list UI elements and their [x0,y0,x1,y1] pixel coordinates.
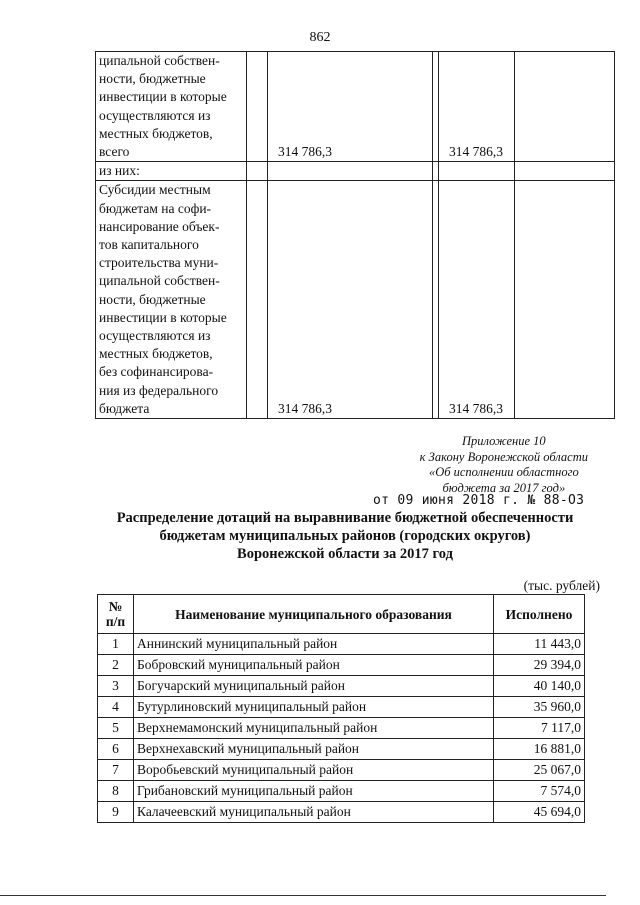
row-executed-value: 25 067,0 [494,760,585,781]
empty-cell [515,181,615,419]
title-line: Воронежской области за 2017 год [237,546,453,562]
row-name-cell [96,162,247,181]
value-cell [268,162,433,181]
header-number: № п/п [98,595,134,634]
table-row [98,802,585,823]
row-name-line: нансирование объек- [99,218,220,234]
table-row [98,781,585,802]
value-cell: 314 786,3 [439,52,515,162]
empty-cell [247,162,268,181]
row-executed-value: 40 140,0 [494,676,585,697]
value-cell: 314 786,3 [268,52,433,162]
table-row [96,162,615,181]
appendix-line: бюджета за 2017 год» [442,480,566,495]
row-name-line: ния из федерального [99,382,219,398]
row-number: 4 [98,697,134,718]
row-number: 8 [98,781,134,802]
row-name-cell [96,52,247,162]
row-name-line: бюджетам на софи- [99,200,212,216]
empty-cell [247,52,268,162]
table-row [98,718,585,739]
row-district-name: Верхнехавский муниципальный район [134,739,494,760]
title-line: Распределение дотаций на выравнивание бюджетной обеспеченности [116,510,574,526]
row-name-line: бюджета [99,400,150,416]
row-number: 3 [98,676,134,697]
row-district-name: Богучарский муниципальный район [134,676,494,697]
appendix-line: к Закону Воронежской области [419,449,588,464]
units-label: (тыс. рублей) [523,578,600,593]
law-reference: от 09 июня 2018 г. № 88-ОЗ [373,493,585,508]
value-cell [439,162,515,181]
row-name-line: ности, бюджетные [99,71,206,87]
row-name-line: всего [99,144,130,160]
row-number: 7 [98,760,134,781]
appendix-note [420,434,588,496]
table-row [98,655,585,676]
continuation-table-body [96,52,615,419]
row-name-line: инвестиции в которые [99,89,227,105]
row-district-name: Воробьевский муниципальный район [134,760,494,781]
row-name-cell [96,181,247,419]
row-district-name: Верхнемамонский муниципальный район [134,718,494,739]
subsidy-table [97,594,585,823]
row-name-line: без софинансирова- [99,364,214,380]
row-executed-value: 16 881,0 [494,739,585,760]
empty-cell [515,162,615,181]
empty-cell [515,52,615,162]
empty-cell [247,181,268,419]
value-cell: 314 786,3 [268,181,433,419]
row-district-name: Бобровский муниципальный район [134,655,494,676]
table-row [98,634,585,655]
row-district-name: Аннинский муниципальный район [134,634,494,655]
row-executed-value: 11 443,0 [494,634,585,655]
title-line: бюджетам муниципальных районов (городских округов) [159,528,531,544]
row-district-name: Грибановский муниципальный район [134,781,494,802]
table-row [98,676,585,697]
row-executed-value: 7 117,0 [494,718,585,739]
table-header-row [98,595,585,634]
table-row [98,697,585,718]
row-executed-value: 7 574,0 [494,781,585,802]
table-row [96,52,615,162]
table-row [96,181,615,419]
row-district-name: Бутурлиновский муниципальный район [134,697,494,718]
row-name-line: местных бюджетов, [99,346,213,362]
row-executed-value: 45 694,0 [494,802,585,823]
row-name-line: инвестиции в которые [99,309,227,325]
row-name-line: ности, бюджетные [99,291,206,307]
row-name-line: строительства муни- [99,255,219,271]
appendix-line: Приложение 10 [461,434,546,448]
row-name-line: ципальной собствен- [99,273,220,289]
row-name-line: осуществляются из [99,328,211,344]
row-name-line: ципальной собствен- [99,53,220,68]
subsidy-table-body [98,634,585,823]
row-name-line: тов капитального [99,237,199,253]
row-number: 1 [98,634,134,655]
continuation-table [95,51,615,419]
value-cell: 314 786,3 [439,181,515,419]
row-executed-value: 35 960,0 [494,697,585,718]
table-row [98,760,585,781]
header-value: Исполнено [494,595,585,634]
row-number: 2 [98,655,134,676]
row-name-line: осуществляются из [99,107,211,123]
appendix-line: «Об исполнении областного [428,465,579,479]
row-name-line: из них: [99,163,140,179]
row-number: 6 [98,739,134,760]
row-number: 5 [98,718,134,739]
row-name-line: местных бюджетов, [99,125,213,141]
header-name: Наименование муниципального образования [134,595,494,634]
row-executed-value: 29 394,0 [494,655,585,676]
row-name-line: Субсидии местным [99,182,211,198]
footer-divider [0,895,606,896]
row-district-name: Калачеевский муниципальный район [134,802,494,823]
row-number: 9 [98,802,134,823]
table-row [98,739,585,760]
page-number: 862 [309,30,331,45]
document-title [90,509,600,563]
